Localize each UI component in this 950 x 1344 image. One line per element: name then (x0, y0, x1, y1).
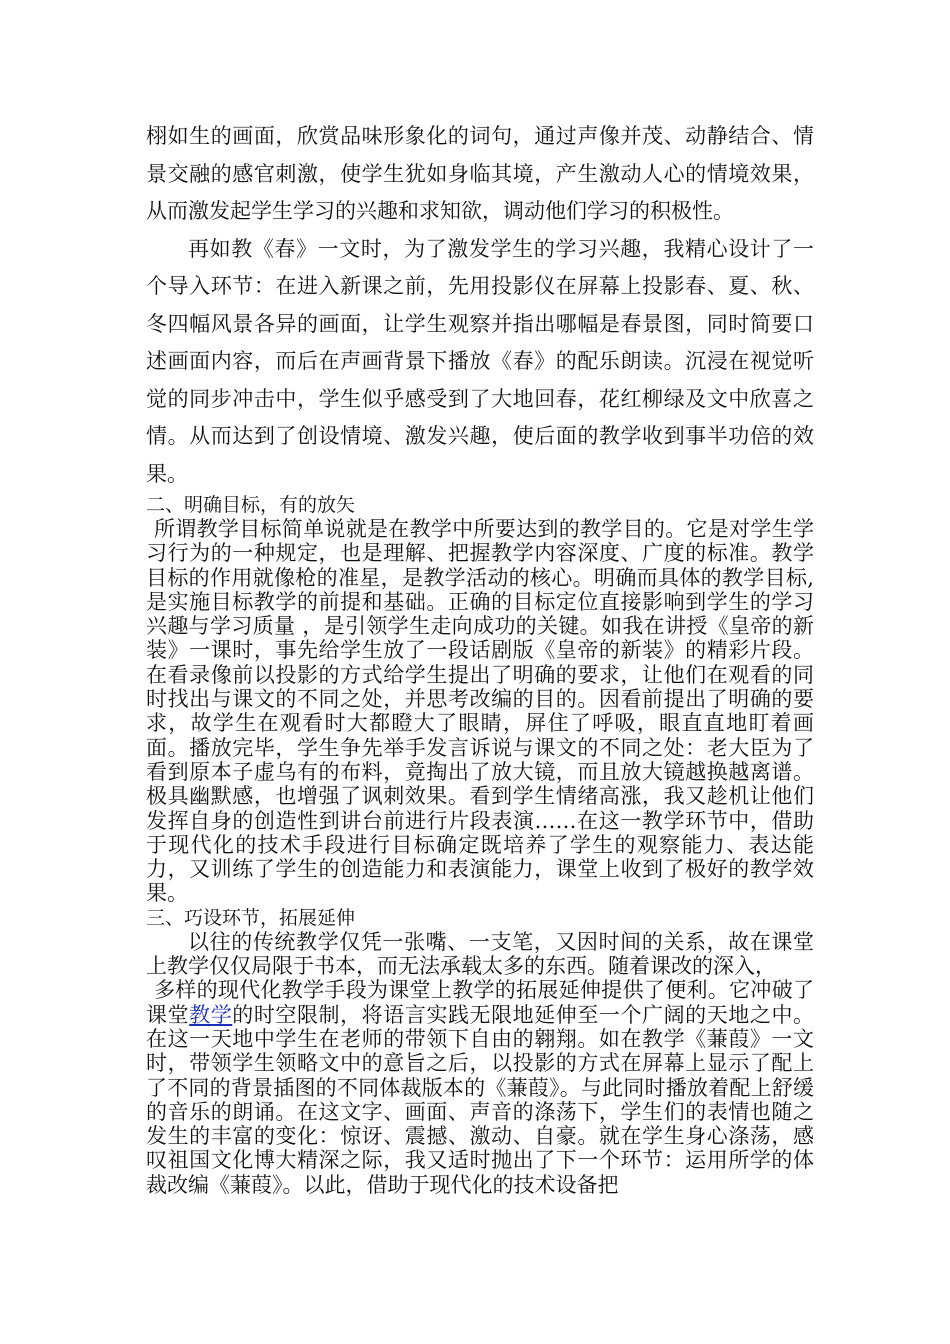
paragraph-teaching-goals: 所谓教学目标简单说就是在教学中所要达到的教学目的。它是对学生学习行为的一种规定，也是理解、把握教学内容深度、广度的标准。教学目标的作用就像枪的准星，是教学活动的核心。明确而具体的教学目标, 是实施目标教学的前提和基础。正确的目标定位直接影响到学生的学习兴趣与学习质量 ，是引领学生走向成功的关键。如我在讲授《皇帝的新装》一课时，事先给学生放了一段话剧版《皇帝的新装》的精彩片段。在看录像前以投影的方式给学生提出了明确的要求，让他们在观看的同时找出与课文的不同之处，并思考改编的目的。因看前提出了明确的要求，故学生在观看时大都瞪大了眼睛，屏住了呼吸，眼直直地盯着画面。播放完毕，学生争先举手发言诉说与课文的不同之处：老大臣为了看到原本子虚乌有的布料，竟掏出了放大镜，而且放大镜越换越离谱。极具幽默感，也增强了讽刺效果。看到学生情绪高涨，我又趁机让他们发挥自身的创造性到讲台前进行片段表演……在这一教学环节中，借助于现代化的技术手段进行目标确定既培养了学生的观察能力、表达能力，又训练了学生的创造能力和表演能力，课堂上收到了极好的教学效果。 (146, 517, 814, 906)
section-extension (146, 930, 814, 1197)
paragraph-traditional-teaching: 以往的传统教学仅凭一张嘴、一支笔，又因时间的关系，故在课堂上教学仅仅局限于书本，而无法承载太多的东西。随着课改的深入， (146, 929, 814, 979)
paragraph-continuation: 栩如生的画面，欣赏品味形象化的词句，通过声像并茂、动静结合、情景交融的感官刺激，使学生犹如身临其境，产生激动人心的情境效果，从而激发起学生学习的兴趣和求知欲，调动他们学习的积极性。 (146, 124, 814, 223)
paragraph-spring-example: 再如教《春》一文时，为了激发学生的学习兴趣，我精心设计了一个导入环节：在进入新课之前，先用投影仪在屏幕上投影春、夏、秋、冬四幅风景各异的画面，让学生观察并指出哪幅是春景图，同时简要口述画面内容，而后在声画背景下播放《春》的配乐朗读。沉浸在视觉听觉的同步冲击中，学生似乎感受到了大地回春，花红柳绿及文中欣喜之情。从而达到了创设情境、激发兴趣，使后面的教学收到事半功倍的效果。 (146, 236, 814, 486)
paragraph-modern-teaching (146, 978, 814, 1197)
heading-clear-goals: 二、明确目标，有的放矢 (146, 494, 356, 516)
paragraph-text-before-link: 多样的现代化教学手段为课堂上教学的拓展延伸提供了便利。它冲破了课堂 (146, 978, 814, 1027)
section-intro (146, 118, 814, 493)
teaching-link[interactable]: 教学 (189, 1002, 233, 1027)
paragraph-text-after-link: 的时空限制，将语言实践无限地延伸至一个广阔的天地之中。在这一天地中学生在老师的带领下自由的翱翔。如在教学《蒹葭》一文时，带领学生领略文中的意旨之后，以投影的方式在屏幕上显示了配上了不同的背景插图的不同体裁版本的《蒹葭》。与此同时播放着配上舒缓的音乐的朗诵。在这文字、画面、声音的涤荡下，学生们的表情也随之发生的丰富的变化：惊讶、震撼、激动、自豪。就在学生身心涤荡，感叹祖国文化博大精深之际，我又适时抛出了下一个环节：运用所学的体裁改编《蒹葭》。以此，借助于现代化的技术设备把 (146, 1002, 815, 1197)
heading-extension: 三、巧设环节，拓展延伸 (146, 906, 356, 929)
document-page (146, 118, 814, 1197)
section-goals (146, 517, 814, 906)
